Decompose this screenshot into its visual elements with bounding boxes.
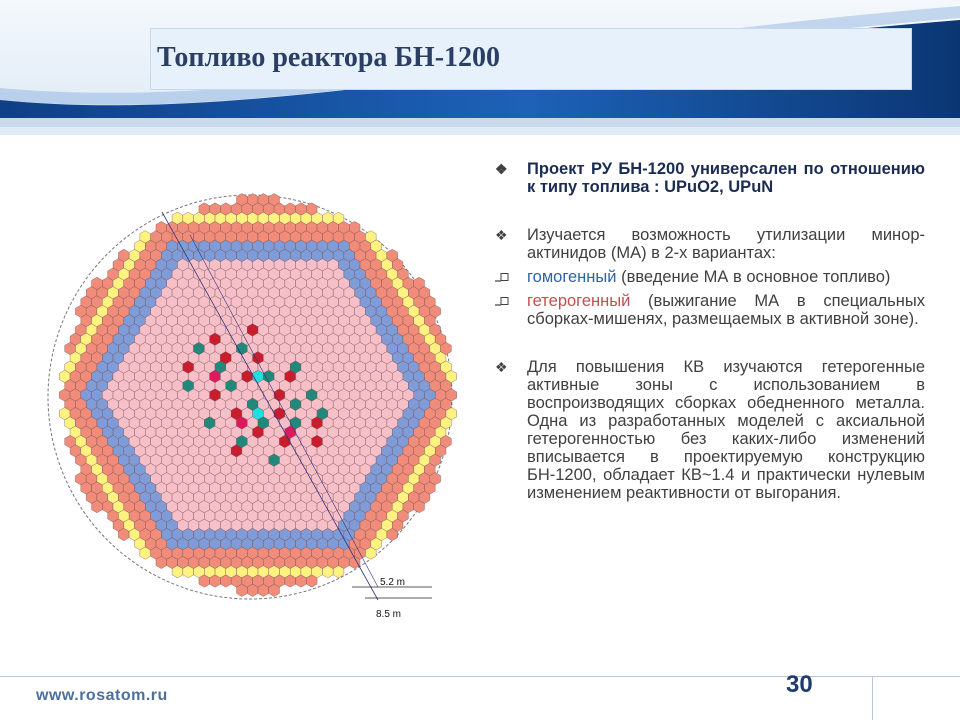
- checkbox-bullet-icon: [495, 295, 521, 313]
- heterogeneous-term: гетерогенный: [527, 292, 631, 310]
- sub-bullet-heterogeneous: [495, 292, 925, 328]
- bullet-fuel-types: [495, 160, 925, 196]
- checkbox-bullet-icon: [495, 271, 521, 289]
- bullet-minor-actinides: [495, 226, 925, 262]
- slide-text: [495, 160, 925, 502]
- diamond-bullet-icon: ❖: [495, 359, 508, 375]
- sub-bullet-homogeneous: [495, 268, 925, 286]
- homogeneous-term: гомогенный: [527, 268, 617, 286]
- diamond-bullet-icon: ❖: [495, 161, 508, 177]
- page-number: 30: [786, 671, 813, 698]
- homogeneous-desc: (введение МА в основное топливо): [616, 268, 891, 286]
- reactor-core-map: [40, 185, 480, 625]
- slide-title: Топливо реактора БН-1200: [157, 42, 501, 73]
- bullet-fuel-types-text: Проект РУ БН-1200 универсален по отношению к типу топлива : UPuO2, UPuN: [527, 160, 925, 196]
- footer-divider: [0, 676, 960, 677]
- dim-label-inner: 5.2 m: [380, 577, 406, 588]
- title-box: [150, 28, 912, 90]
- footer-url: www.rosatom.ru: [36, 687, 168, 704]
- diamond-bullet-icon: ❖: [495, 227, 508, 243]
- bullet-minor-actinides-text: Изучается возможность утилизации минор-актинидов (МА) в 2-х вариантах:: [527, 226, 925, 262]
- dim-label-outer: 8.5 m: [376, 609, 402, 620]
- assembly-grid: [59, 194, 456, 597]
- heterogeneous-desc: (выжигание МА в специальных сборках-мишенях, размещаемых в активной зоне).: [527, 292, 925, 328]
- footer-vertical-divider: [872, 676, 873, 720]
- bullet-breeding-ratio-text: Для повышения КВ изучаются гетерогенные активные зоны с использованием в воспроизводящих сборках обедненного металла. Одна из разработанных моделей с аксиальной гетерогенностью без каких-либо изменений вписывается в проектируемую конструкцию БН-1200, обладает КВ~1.4 и практически нулевым изменением реактивности от выгорания.: [527, 358, 925, 502]
- bullet-breeding-ratio: [495, 358, 925, 502]
